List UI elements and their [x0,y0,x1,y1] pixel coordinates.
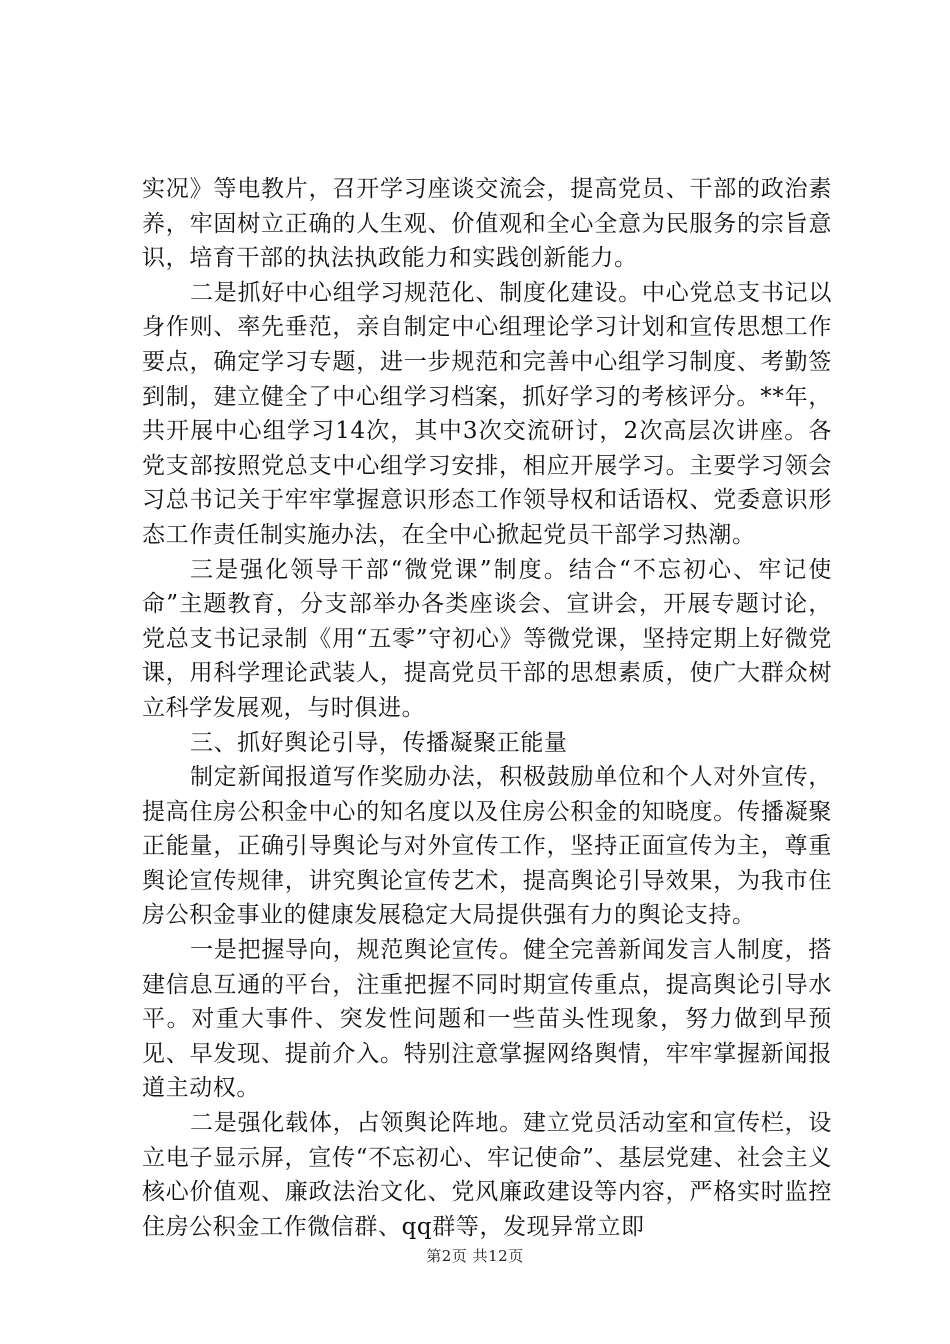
paragraph-continuation: 实况》等电教片，召开学习座谈交流会，提高党员、干部的政治素养，牢固树立正确的人生观、价值观和全心全意为民服务的宗旨意识，培育干部的执法执政能力和实践创新能力。 [142,176,832,272]
paragraph-carriers: 二是强化载体，占领舆论阵地。建立党员活动室和宣传栏，设立电子显示屏，宣传“不忘初心、牢记使命”、基层党建、社会主义核心价值观、廉政法治文化、党风廉政建设等内容，严格实时监控住房公积金工作微信群、qq群等，发现异常立即 [142,1110,832,1240]
paragraph-guidance: 一是把握导向，规范舆论宣传。健全完善新闻发言人制度，搭建信息互通的平台，注重把握不同时期宣传重点，提高舆论引导水平。对重大事件、突发性问题和一些苗头性现象，努力做到早预见、早发现、提前介入。特别注意掌握网络舆情，牢牢掌握新闻报道主动权。 [142,937,832,1102]
paragraph-micro-lessons: 三是强化领导干部“微党课”制度。结合“不忘初心、牢记使命”主题教育，分支部举办各类座谈会、宣讲会，开展专题讨论，党总支书记录制《用“五零”守初心》等微党课，坚持定期上好微党课，用科学理论武装人，提高党员干部的思想素质，使广大群众树立科学发展观，与时俱进。 [142,556,832,721]
paragraph-news-reporting: 制定新闻报道写作奖励办法，积极鼓励单位和个人对外宣传，提高住房公积金中心的知名度以及住房公积金的知晓度。传播凝聚正能量，正确引导舆论与对外宣传工作，坚持正面宣传为主，尊重舆论宣传规律，讲究舆论宣传艺术，提高舆论引导效果，为我市住房公积金事业的健康发展稳定大局提供强有力的舆论支持。 [142,764,832,929]
paragraph-study-system: 二是抓好中心组学习规范化、制度化建设。中心党总支书记以身作则、率先垂范，亲自制定中心组理论学习计划和宣传思想工作要点，确定学习专题，进一步规范和完善中心组学习制度、考勤签到制，建立健全了中心组学习档案，抓好学习的考核评分。**年，共开展中心组学习14次，其中3次交流研讨，2次高层次讲座。各党支部按照党总支中心组学习安排，相应开展学习。主要学习领会习总书记关于牢牢掌握意识形态工作领导权和话语权、党委意识形态工作责任制实施办法，在全中心掀起党员干部学习热潮。 [142,279,832,548]
document-body [142,172,832,1244]
section-heading-public-opinion: 三、抓好舆论引导，传播凝聚正能量 [190,729,568,756]
page-footer: 第2页 共12页 [426,1247,524,1265]
